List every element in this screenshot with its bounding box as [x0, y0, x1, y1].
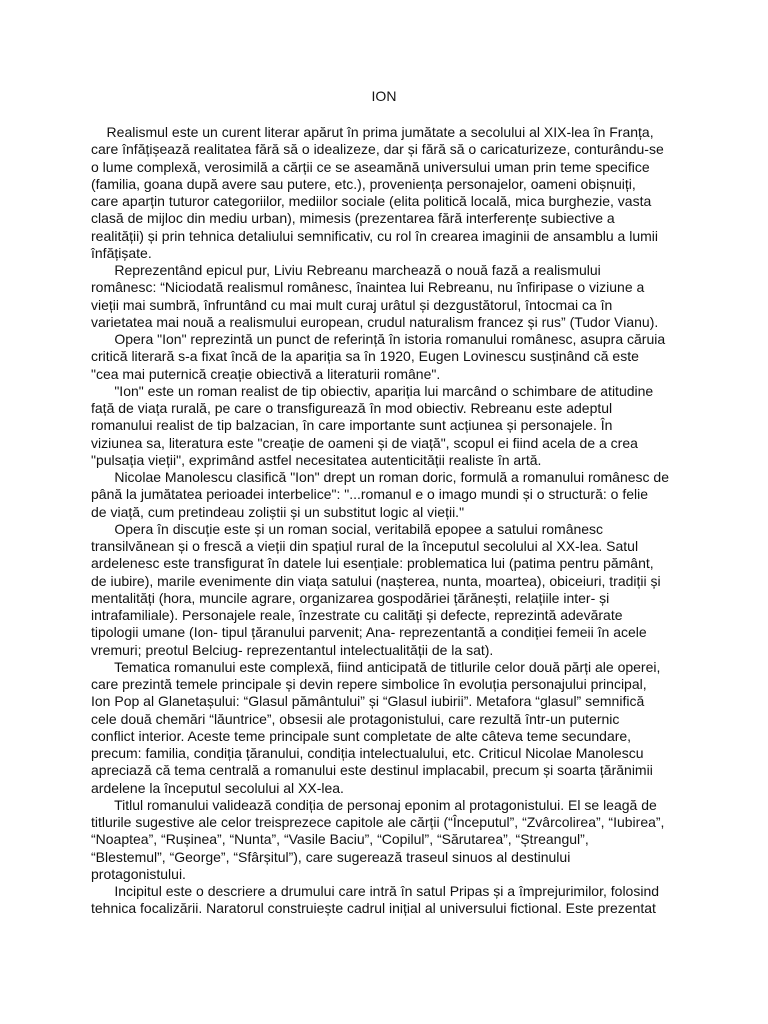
paragraph-line: varietatea mai nouă a realismului european, crudul naturalism francez și rus” (Tudor Vianu).: [91, 313, 659, 330]
paragraph-line: care aparțin tuturor categoriilor, mediilor sociale (elita politică locală, mica burghezie, vasta: [91, 193, 652, 209]
paragraph-line: transilvănean și o frescă a vieții din spațiul rural de la începutul secolului al XX-lea. Satul: [91, 538, 639, 554]
paragraph-line: ardelenesc este transfigurat în datele lui esențiale: problematica lui (patima pentru pământ,: [91, 555, 654, 572]
paragraph-line: viziunea sa, literatura este "creație de oameni și de viață", scopul ei fiind acela de a crea: [91, 434, 638, 451]
paragraph: [91, 331, 691, 383]
paragraph-line: “Blestemul”, “George”, “Sfârșitul”), care sugerează traseul sinuos al destinului: [91, 848, 571, 865]
paragraph-line: Incipitul este o descriere a drumului care intră în satul Pripas și a împrejurimilor, folosind: [91, 883, 660, 899]
paragraph-line: vieții mai sumbră, înfruntând cu mai mult curaj urâtul și dezgustătorul, întocmai ca în: [91, 296, 613, 313]
paragraph-line: tipologii umane (Ion- tipul țăranului parvenit; Ana- reprezentantă a condiției femeii în acele: [91, 624, 647, 641]
paragraph-line: ardelene la începutul secolului al XX-lea.: [91, 779, 344, 796]
paragraph-line: protagonistului.: [91, 865, 186, 882]
paragraph-line: de iubire), marile evenimente din viața satului (nașterea, nunta, moartea), obiceiuri, tradiții și: [91, 572, 661, 589]
paragraph-line: critică literară s-a fixat încă de la apariția sa în 1920, Eugen Lovinescu susținând că este: [91, 348, 639, 365]
paragraph-line: "cea mai puternică creație obiectivă a literaturii române".: [91, 365, 441, 382]
paragraph-line: de viață, cum pretindeau zoliștii și un substitut logic al vieții.": [91, 503, 465, 520]
paragraph: [91, 383, 691, 469]
paragraph: [91, 124, 691, 262]
paragraph: [91, 883, 691, 918]
paragraph-line: Reprezentând epicul pur, Liviu Rebreanu marchează o nouă fază a realismului: [91, 262, 601, 278]
paragraph-line: (familia, goana după avere sau putere, etc.), proveniența personajelor, oameni obișnuiți,: [91, 175, 636, 192]
paragraph-line: clasă de mijloc din mediu urban), mimesis (prezentarea fără interferențe subiective a: [91, 210, 615, 227]
paragraph-line: care înfățișează realitatea fără să o idealizeze, dar și fără să o caricaturizeze, conturându-se: [91, 141, 664, 158]
paragraph-line: înfățișate.: [91, 244, 152, 261]
document-title: ION: [371, 88, 397, 104]
paragraph: [91, 659, 691, 797]
paragraph-line: intrafamiliale). Personajele reale, înzestrate cu calități și defecte, reprezintă adevărate: [91, 607, 623, 623]
paragraph-line: precum: familia, condiția țăranului, condiția intelectualului, etc. Criticul Nicolae Manolescu: [91, 745, 644, 761]
paragraph-line: tehnica focalizării. Naratorul construiește cadrul inițial al universului fictional. Este prezentat: [91, 900, 656, 917]
paragraph-line: față de viața rurală, pe care o transfigurează în mod obiectiv. Rebreanu este adeptul: [91, 400, 613, 416]
paragraph: [91, 469, 691, 521]
paragraph-line: Opera "Ion" reprezintă un punct de referință în istoria romanului românesc, asupra căruia: [91, 331, 666, 347]
paragraph-line: Nicolae Manolescu clasifică "Ion" drept un roman doric, formulă a romanului românesc de: [91, 469, 669, 485]
paragraph: [91, 797, 691, 883]
paragraph-line: apreciază că tema centrală a romanului este destinul implacabil, precum și soarta țărănimii: [91, 762, 653, 779]
paragraph-line: până la jumătatea perioadei interbelice": "...romanul e o imago mundi și o structură: o felie: [91, 486, 649, 503]
paragraph-line: "Ion" este un roman realist de tip obiectiv, apariția lui marcând o schimbare de atitudine: [91, 382, 654, 399]
paragraph-line: Tematica romanului este complexă, fiind anticipată de titlurile celor două părți ale operei,: [91, 658, 661, 675]
paragraph: [91, 521, 691, 659]
paragraph-line: "pulsația vieții", exprimând astfel necesitatea autenticității realiste în artă.: [91, 451, 542, 468]
document-body: [91, 124, 691, 918]
paragraph-line: “Noaptea”, “Rușinea”, “Nunta”, “Vasile Baciu”, “Copilul”, “Sărutarea”, “Ștreangul”,: [91, 831, 589, 848]
paragraph-line: titlurile sugestive ale celor treisprezece capitole ale cărții (“Începutul”, “Zvârcolirea”, “Iubirea”,: [91, 814, 665, 830]
paragraph-line: conflict interior. Aceste teme principale sunt completate de alte câteva teme secundare,: [91, 727, 632, 744]
paragraph-line: Ion Pop al Glanetașului: “Glasul pământului” și “Glasul iubirii”. Metafora “glasul” semnifică: [91, 693, 645, 710]
paragraph-line: realității) și prin tehnica detaliului semnificativ, cu rol în crearea imaginii de ansamblu a lumii: [91, 227, 658, 244]
paragraph-line: cele două chemări “lăuntrice”, obsesii ale protagonistului, care rezultă într-un puternic: [91, 710, 620, 727]
paragraph-line: românesc: “Niciodată realismul românesc, înaintea lui Rebreanu, nu înfiripase o viziune a: [91, 279, 645, 296]
paragraph-line: mentalități (hora, muncile agrare, organizarea gospodăriei țărănești, relațiile inter- și: [91, 589, 610, 606]
paragraph-line: Titlul romanului validează condiția de personaj eponim al protagonistului. El se leagă de: [91, 796, 657, 813]
paragraph-line: care prezintă temele principale și devin repere simbolice în evoluția personajului principal,: [91, 676, 647, 692]
paragraph-line: vremuri; preotul Belciug- reprezentantul intelectualității de la sat).: [91, 641, 494, 658]
paragraph-line: Opera în discuție este și un roman social, veritabilă epopee a satului românesc: [91, 520, 604, 537]
paragraph: [91, 262, 691, 331]
paragraph-line: romanului realist de tip balzacian, în care importante sunt acțiunea și personajele. În: [91, 417, 613, 434]
paragraph-line: o lume complexă, verosimilă a cărții ce se aseamănă universului uman prin teme specifice: [91, 158, 650, 175]
paragraph-line: Realismul este un curent literar apărut în prima jumătate a secolului al XIX-lea în Franța,: [91, 124, 654, 140]
